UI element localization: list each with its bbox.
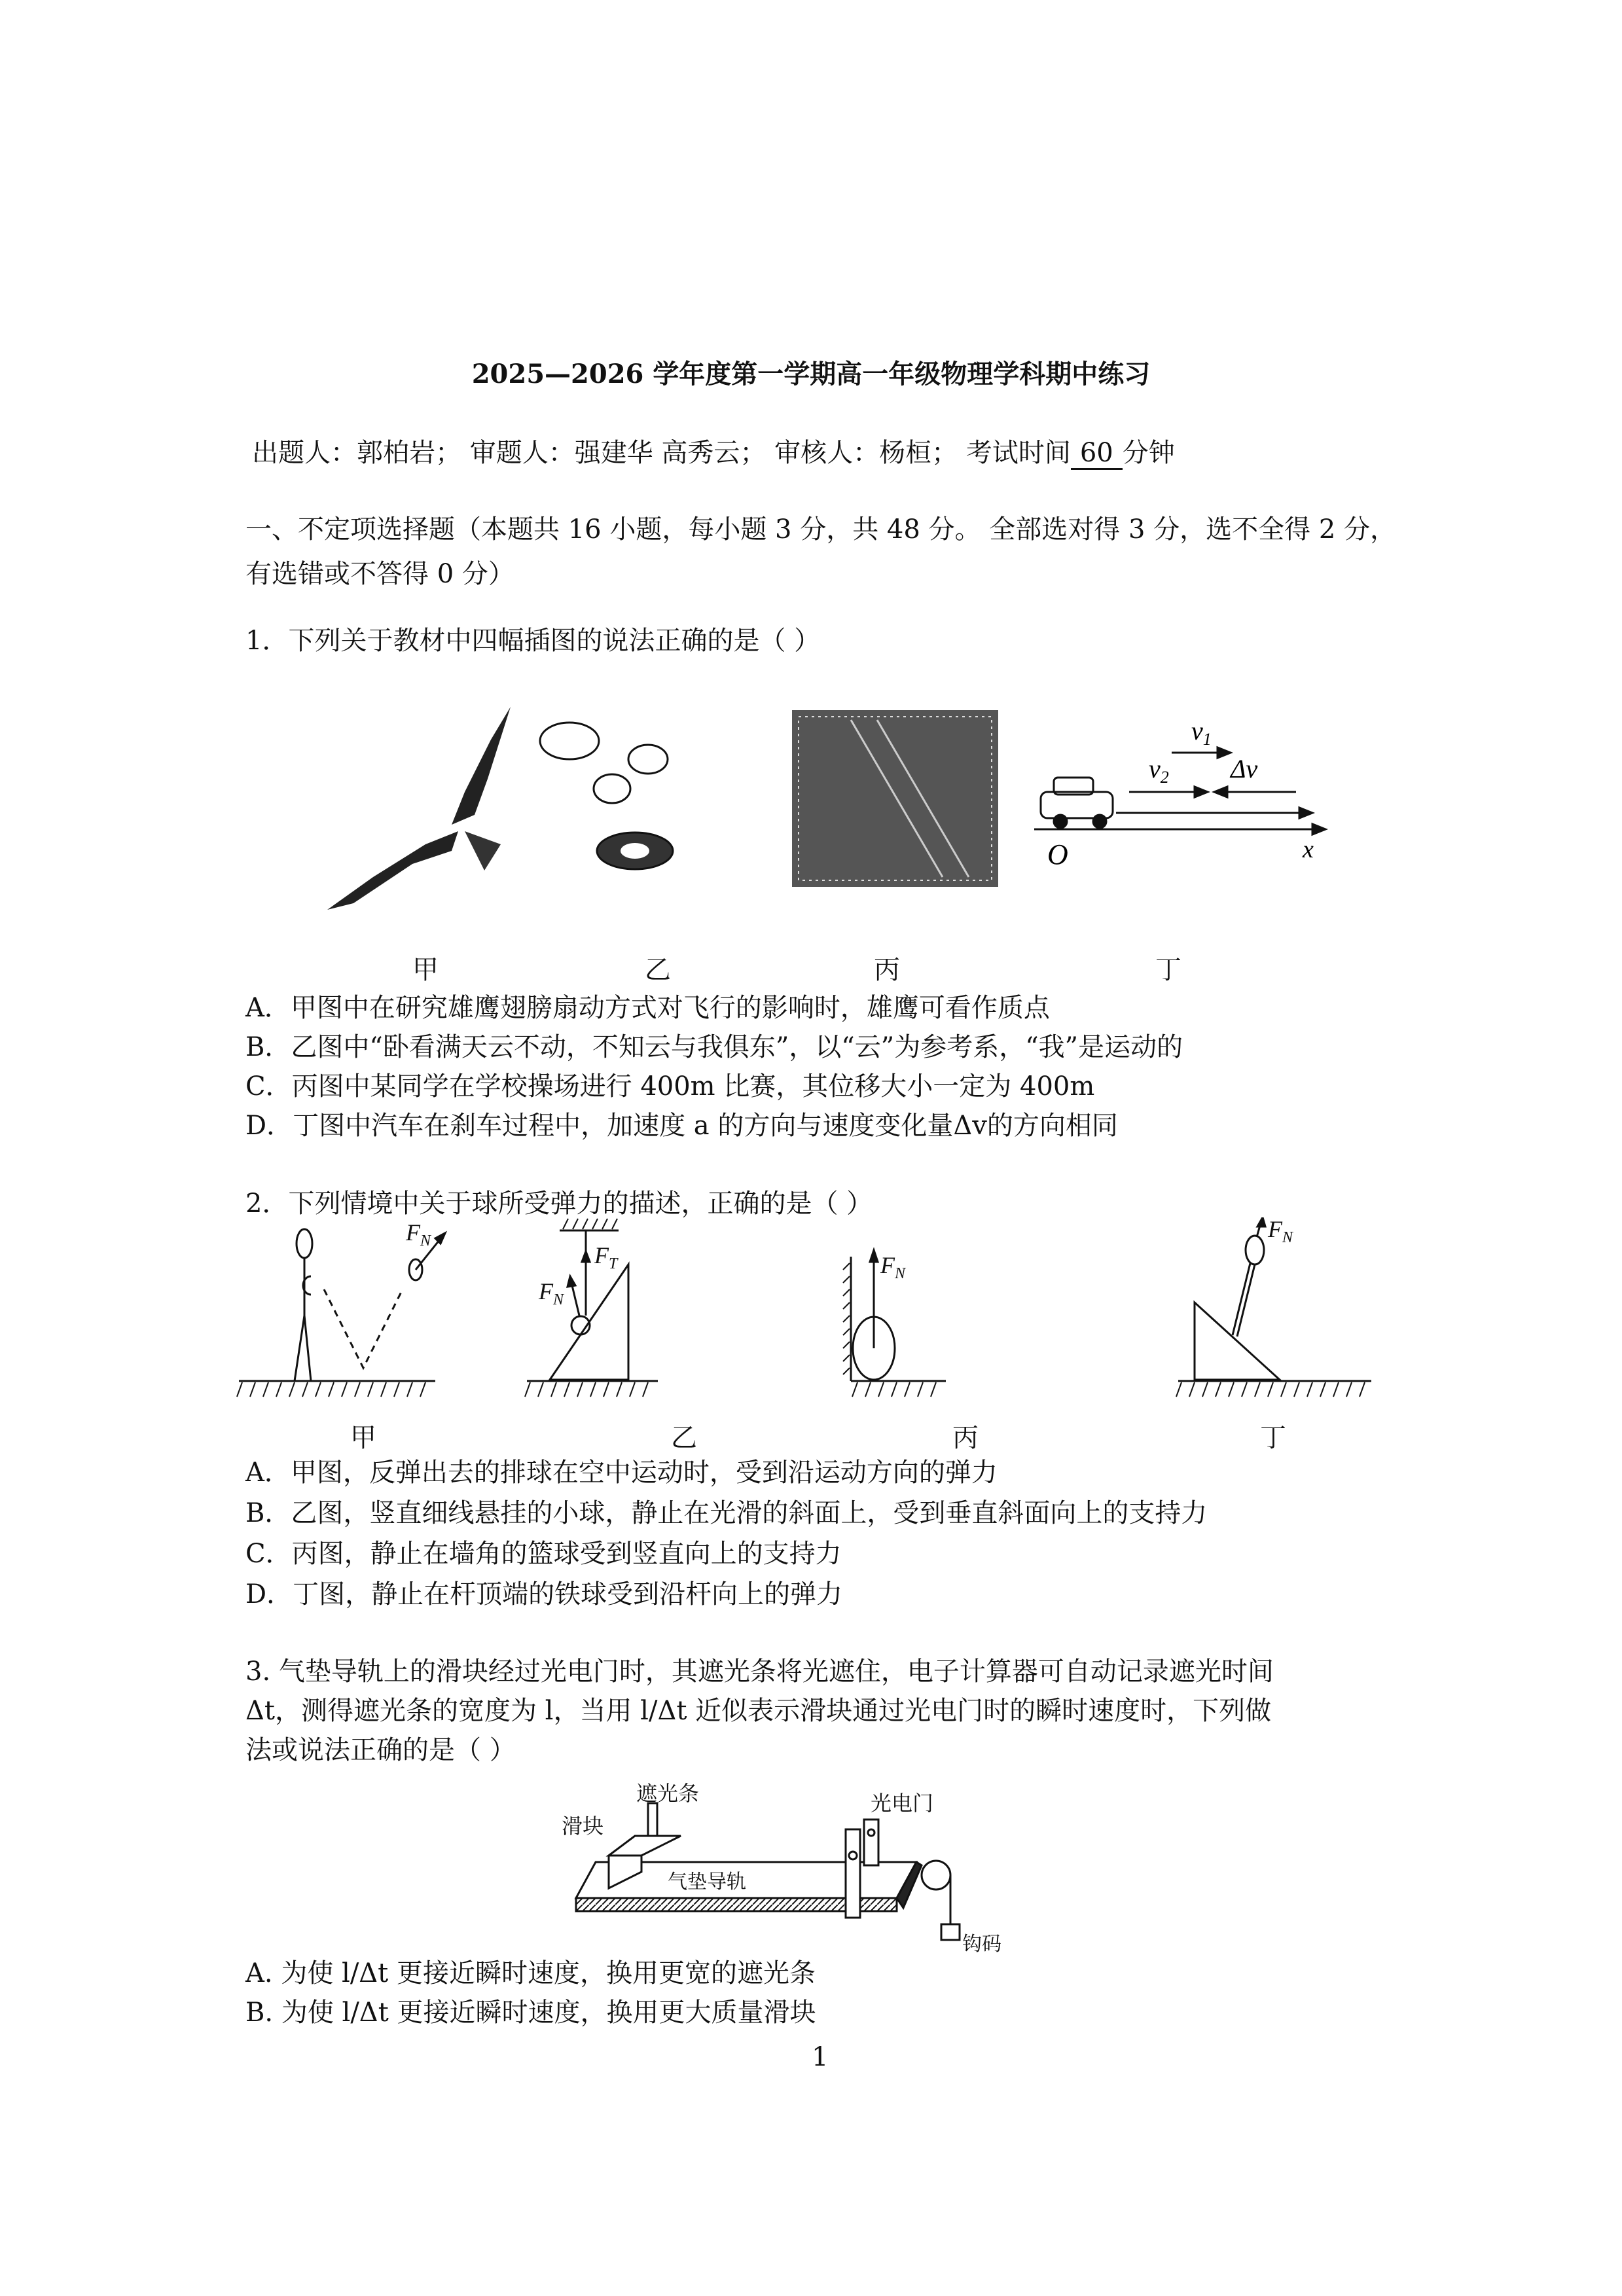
q2-option-c: C．丙图，静止在墙角的篮球受到竖直向上的支持力 [245, 1539, 842, 1569]
clouds-figure [540, 723, 673, 869]
question-3-stem-line-1: 3. 气垫导轨上的滑块经过光电门时，其遮光条将光遮住，电子计算器可自动记录遮光时间 [245, 1657, 1274, 1687]
slider-label: 滑块 [562, 1814, 604, 1839]
exam-meta [252, 432, 1175, 470]
q2-figures [232, 1217, 1424, 1414]
q2-label-ding: 丁 [1260, 1423, 1286, 1453]
q2-option-a: A．甲图，反弹出去的排球在空中运动时，受到沿运动方向的弹力 [245, 1458, 998, 1488]
v1-label: $v_1$ [1191, 716, 1212, 749]
question-3-stem-line-3: 法或说法正确的是（ ） [245, 1735, 516, 1765]
q3-option-a: A. 为使 l/Δt 更接近瞬时速度，换用更宽的遮光条 [245, 1958, 816, 1988]
section-heading: 一、不定项选择题（本题共 16 小题，每小题 3 分，共 48 分。 全部选对得 3 分，选不全得 2 分，有选错或不答得 0 分） [245, 514, 1397, 589]
origin-label: O [1047, 838, 1068, 870]
q1-label-bing: 丙 [874, 955, 900, 985]
q2-label-jia: 甲 [350, 1423, 376, 1453]
meta-unit: 分钟 [1122, 438, 1175, 468]
fn-label-yi: $F_N$ [539, 1278, 564, 1308]
exam-title: 2025—2026 学年度第一学期高一年级物理学科期中练习 [471, 359, 1151, 389]
q1-label-jia: 甲 [412, 955, 439, 985]
hook-weight-label: 钩码 [962, 1933, 1001, 1956]
meta-authors: 出题人：郭柏岩； 审题人：强建华 高秀云； 审核人：杨桓； 考试时间 [252, 438, 1071, 468]
q1-label-yi: 乙 [645, 955, 671, 985]
q2-label-yi: 乙 [671, 1423, 697, 1453]
fn-label-bing: $F_N$ [880, 1252, 906, 1282]
question-3-stem-line-2: Δt，测得遮光条的宽度为 l，当用 l/Δt 近似表示滑块通过光电门时的瞬时速度时，下列做 [245, 1696, 1272, 1726]
figure-incline-hanging-ball [525, 1219, 658, 1397]
delta-v-label: Δv [1231, 754, 1258, 783]
car-velocity-diagram [1034, 747, 1325, 834]
q1-figures [314, 700, 1335, 923]
v2-label: $v_2$ [1149, 754, 1169, 787]
fn-label-jia: $F_N$ [406, 1219, 431, 1249]
shade-strip-label: 遮光条 [636, 1781, 700, 1806]
track-photo [792, 710, 998, 887]
q1-option-b: B．乙图中“卧看满天云不动，不知云与我俱东”，以“云”为参考系，“我”是运动的 [245, 1032, 1183, 1062]
q1-option-c: C．丙图中某同学在学校操场进行 400m 比赛，其位移大小一定为 400m [245, 1071, 1095, 1102]
ft-label-yi: $F_T$ [594, 1242, 618, 1272]
q1-option-a: A．甲图中在研究雄鹰翅膀扇动方式对飞行的影响时，雄鹰可看作质点 [245, 993, 1050, 1023]
question-2-stem: 2．下列情境中关于球所受弹力的描述，正确的是（ ） [245, 1189, 873, 1219]
q2-label-bing: 丙 [952, 1423, 979, 1453]
q2-option-b: B．乙图，竖直细线悬挂的小球，静止在光滑的斜面上，受到垂直斜面向上的支持力 [245, 1498, 1208, 1528]
q2-option-d: D．丁图，静止在杆顶端的铁球受到沿杆向上的弹力 [245, 1579, 843, 1609]
exam-duration: 60 [1071, 438, 1123, 470]
q3-option-b: B. 为使 l/Δt 更接近瞬时速度，换用更大质量滑块 [245, 1998, 816, 2028]
eagle-figure [327, 707, 511, 910]
figure-rod-iron-ball [1176, 1217, 1371, 1397]
page-number: 1 [812, 2042, 829, 2072]
photogate-label: 光电门 [871, 1791, 934, 1816]
figure-volleyball [237, 1229, 445, 1397]
fn-label-ding: $F_N$ [1268, 1217, 1293, 1246]
air-track-label: 气垫导轨 [668, 1871, 746, 1893]
x-axis-label: x [1303, 836, 1314, 863]
q1-label-ding: 丁 [1155, 955, 1181, 985]
question-1-stem: 1．下列关于教材中四幅插图的说法正确的是（ ） [245, 626, 821, 656]
q1-option-d: D．丁图中汽车在刹车过程中，加速度 a 的方向与速度变化量Δv的方向相同 [245, 1111, 1118, 1141]
